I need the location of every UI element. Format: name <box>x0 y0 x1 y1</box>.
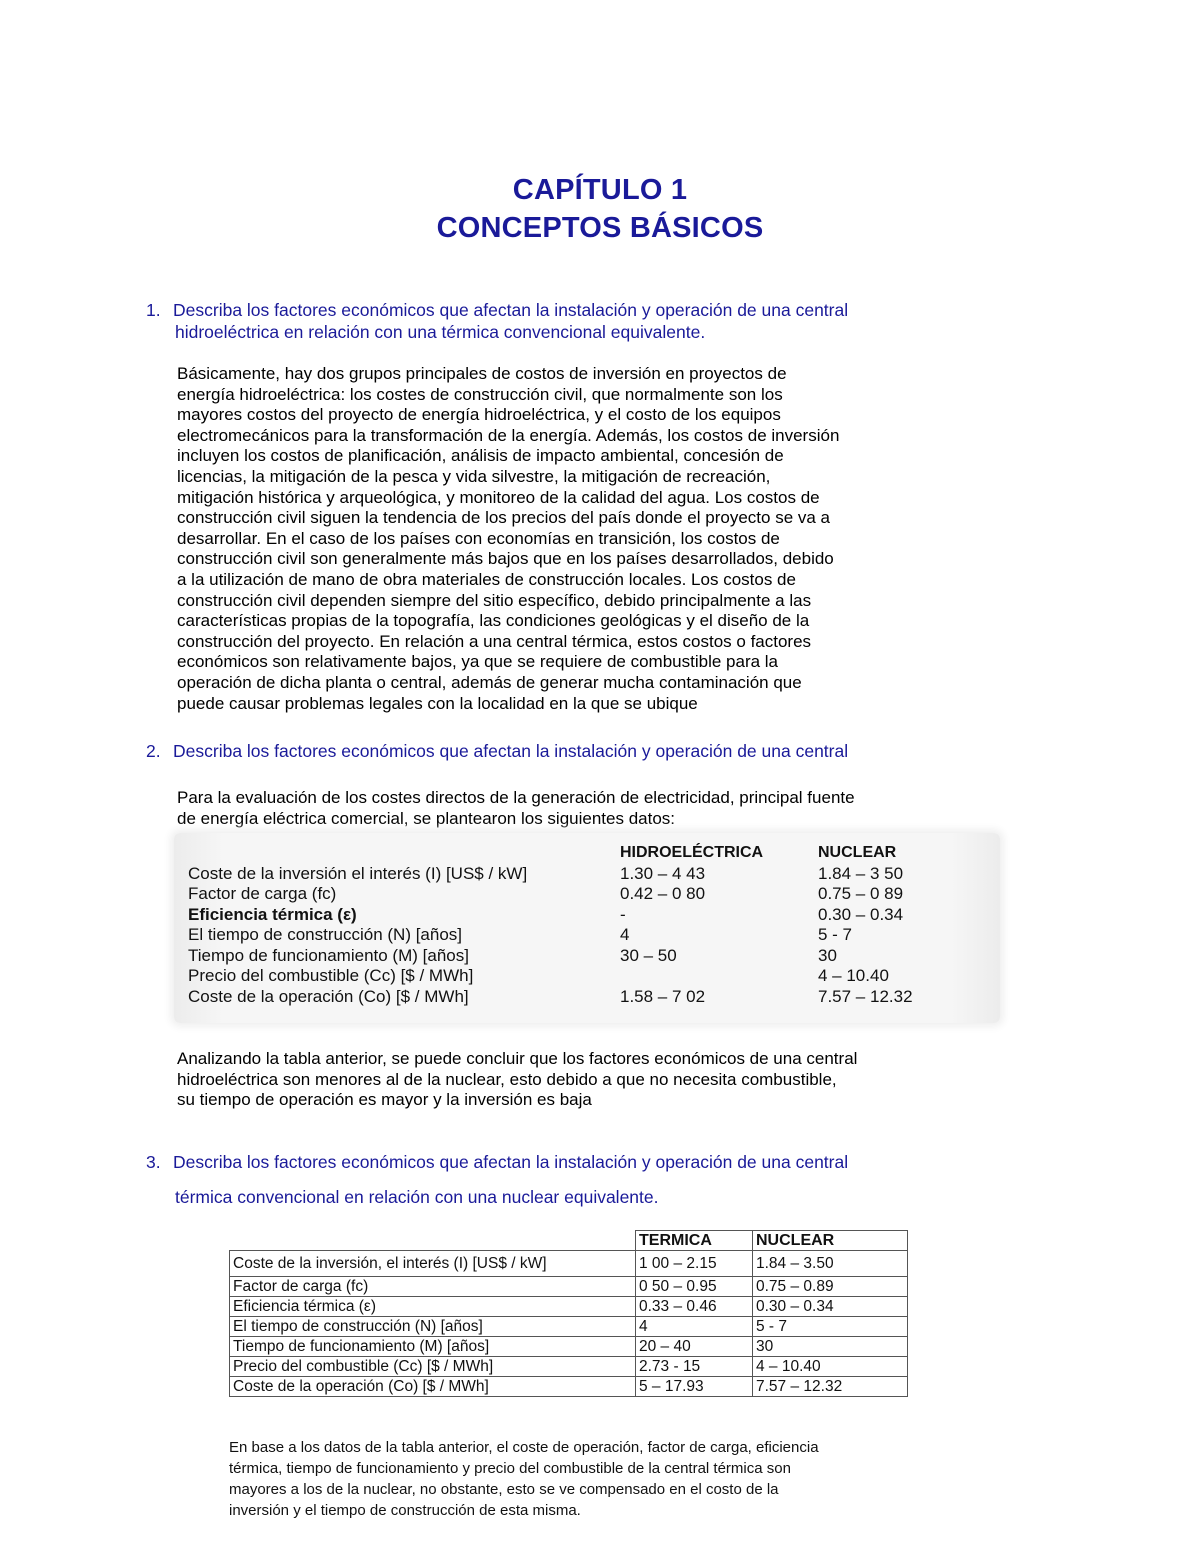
table-row <box>188 966 998 987</box>
table-cell: 0.75 – 0.89 <box>753 1277 908 1297</box>
table-cell: 4 <box>620 925 630 944</box>
table-cell: 2.73 - 15 <box>636 1357 753 1377</box>
question-text-cont: hidroeléctrica en relación con una térmica convencional equivalente. <box>175 322 706 342</box>
chapter-title: CONCEPTOS BÁSICOS <box>436 212 764 244</box>
table-cell: El tiempo de construcción (N) [años] <box>230 1317 636 1337</box>
table-row <box>188 864 998 885</box>
text-line: de energía eléctrica comercial, se plantearon los siguientes datos: <box>177 808 676 828</box>
table-cell: 0.42 – 0 80 <box>620 884 706 903</box>
text-line: licencias, la mitigación de la pesca y vida silvestre, la mitigación de recreación, <box>177 466 771 486</box>
table-cell: 4 – 10.40 <box>818 966 889 985</box>
table-header: NUCLEAR <box>818 844 897 861</box>
answer-2-intro <box>177 788 855 829</box>
data-table <box>188 843 998 1007</box>
text-line: construcción civil son generalmente más bajos que en los países desarrollados, debido <box>177 549 834 569</box>
table-row <box>188 925 998 946</box>
text-line: Básicamente, hay dos grupos principales de costos de inversión en proyectos de <box>177 364 787 383</box>
table-cell: 1.84 – 3 50 <box>818 863 904 883</box>
answer-1 <box>177 364 839 714</box>
text-line: mayores costos del proyecto de energía hidroeléctrica, y el costo de los equipos <box>177 405 781 425</box>
text-line: hidroeléctrica son menores al de la nuclear, esto debido a que no necesita combustible, <box>177 1069 837 1089</box>
table-row <box>230 1337 908 1357</box>
question-number: 3. <box>146 1152 161 1172</box>
text-line: construcción del proyecto. En relación a una central térmica, estos costos o factores <box>177 631 812 651</box>
table-row <box>230 1317 908 1337</box>
table-cell: 30 <box>818 945 837 965</box>
text-line: a la utilización de mano de obra materiales de construcción locales. Los costos de <box>177 569 796 589</box>
table-cell: 0.33 – 0.46 <box>636 1297 753 1317</box>
comparison-table-hydro-nuclear <box>174 833 1000 1023</box>
question-text: Describa los factores económicos que afectan la instalación y operación de una central <box>173 1152 849 1172</box>
text-line: En base a los datos de la tabla anterior, el coste de operación, factor de carga, eficiencia <box>229 1439 819 1456</box>
text-line: térmica, tiempo de funcionamiento y precio del combustible de la central térmica son <box>229 1460 791 1477</box>
table-cell: 5 - 7 <box>818 925 853 944</box>
table-cell: Coste de la inversión, el interés (I) [US$ / kW] <box>230 1251 636 1277</box>
table-cell: 30 <box>753 1337 908 1357</box>
text-line: su tiempo de operación es mayor y la inversión es baja <box>177 1090 592 1110</box>
table-row <box>188 946 998 967</box>
table-cell: 1.58 – 7 02 <box>620 986 706 1006</box>
table-header: HIDROELÉCTRICA <box>620 844 764 861</box>
text-line: Para la evaluación de los costes directos de la generación de electricidad, principal fuente <box>177 788 855 807</box>
text-line: mayores a los de la nuclear, no obstante, esto se ve compensado en el costo de la <box>229 1481 779 1498</box>
table-header-row <box>230 1231 908 1251</box>
answer-3-conclusion <box>229 1437 819 1521</box>
text-line: construcción civil dependen siempre del sitio específico, debido principalmente a las <box>177 590 812 610</box>
comparison-table-thermal-nuclear <box>229 1230 908 1397</box>
table-cell: Eficiencia térmica (ε) <box>230 1297 636 1317</box>
table-cell: 7.57 – 12.32 <box>818 986 913 1006</box>
question-text: Describa los factores económicos que afectan la instalación y operación de una central <box>173 741 849 761</box>
text-line: características propias de la topografía, las condiciones geológicas y el diseño de la <box>177 611 810 631</box>
table-cell: Coste de la inversión el interés (I) [US$ / kW] <box>188 863 528 883</box>
table-cell: Eficiencia térmica (ε) <box>188 904 357 924</box>
chapter-heading: CAPÍTULO 1 <box>512 174 688 206</box>
table-cell: 20 – 40 <box>636 1337 753 1357</box>
question-text-cont: térmica convencional en relación con una nuclear equivalente. <box>175 1187 659 1207</box>
table-cell: 5 – 17.93 <box>636 1377 753 1397</box>
text-line: construcción civil siguen la tendencia de los precios del país donde el proyecto se va a <box>177 508 830 528</box>
table-header <box>188 843 620 864</box>
table-row <box>188 905 998 926</box>
table-cell: Tiempo de funcionamiento (M) [años] <box>230 1337 636 1357</box>
text-line: mitigación histórica y arqueológica, y monitoreo de la calidad del agua. Los costos de <box>177 487 820 507</box>
table-cell: Precio del combustible (Cc) [$ / MWh] <box>230 1357 636 1377</box>
text-line: incluyen los costos de planificación, análisis de impacto ambiental, concesión de <box>177 446 784 466</box>
text-line: económicos son relativamente bajos, ya que se requiere de combustible para la <box>177 652 779 672</box>
table-cell: 0.30 – 0.34 <box>753 1297 908 1317</box>
table-cell: 1.30 – 4 43 <box>620 863 706 883</box>
table-cell: Coste de la operación (Co) [$ / MWh] <box>188 986 469 1006</box>
table-header <box>230 1231 636 1251</box>
text-line: electromecánicos para la transformación de la energía. Además, los costos de inversión <box>177 425 840 445</box>
text-line: inversión y el tiempo de construcción de esta misma. <box>229 1502 581 1519</box>
table-cell: Factor de carga (fc) <box>188 884 337 903</box>
text-line: Analizando la tabla anterior, se puede concluir que los factores económicos de una central <box>177 1049 858 1068</box>
answer-2-conclusion <box>177 1049 857 1111</box>
table-cell: 7.57 – 12.32 <box>753 1377 908 1397</box>
text-line: puede causar problemas legales con la localidad en la que se ubique <box>177 693 698 713</box>
table-row <box>230 1277 908 1297</box>
table-cell: Coste de la operación (Co) [$ / MWh] <box>230 1377 636 1397</box>
table-cell: Factor de carga (fc) <box>230 1277 636 1297</box>
table-cell <box>620 966 818 987</box>
table-cell: El tiempo de construcción (N) [años] <box>188 925 463 944</box>
text-line: desarrollar. En el caso de los países con economías en transición, los costos de <box>177 528 780 548</box>
table-cell: 1.84 – 3.50 <box>753 1251 908 1277</box>
table-row <box>188 987 998 1008</box>
table-cell: 4 – 10.40 <box>753 1357 908 1377</box>
table-row <box>230 1377 908 1397</box>
table-row <box>230 1357 908 1377</box>
table-cell: 1 00 – 2.15 <box>636 1251 753 1277</box>
table-row <box>230 1251 908 1277</box>
table-header: TERMICA <box>636 1231 753 1251</box>
table-row <box>188 884 998 905</box>
text-line: energía hidroeléctrica: los costes de construcción civil, que normalmente son los <box>177 384 783 404</box>
table-cell: 0.30 – 0.34 <box>818 904 904 924</box>
table-cell: 30 – 50 <box>620 945 677 965</box>
text-line: operación de dicha planta o central, además de generar mucha contaminación que <box>177 672 802 692</box>
question-number: 2. <box>146 741 161 761</box>
table-cell: Precio del combustible (Cc) [$ / MWh] <box>188 966 474 985</box>
table-header: NUCLEAR <box>753 1231 908 1251</box>
question-text: Describa los factores económicos que afectan la instalación y operación de una central <box>173 300 849 320</box>
table-cell: 0 50 – 0.95 <box>636 1277 753 1297</box>
table-cell: 0.75 – 0 89 <box>818 884 904 903</box>
question-number: 1. <box>146 300 161 320</box>
table-cell: 5 - 7 <box>753 1317 908 1337</box>
table-header-row <box>188 843 998 864</box>
table-row <box>230 1297 908 1317</box>
table-cell: Tiempo de funcionamiento (M) [años] <box>188 945 469 965</box>
table-cell: 4 <box>636 1317 753 1337</box>
table-cell: - <box>620 904 626 924</box>
